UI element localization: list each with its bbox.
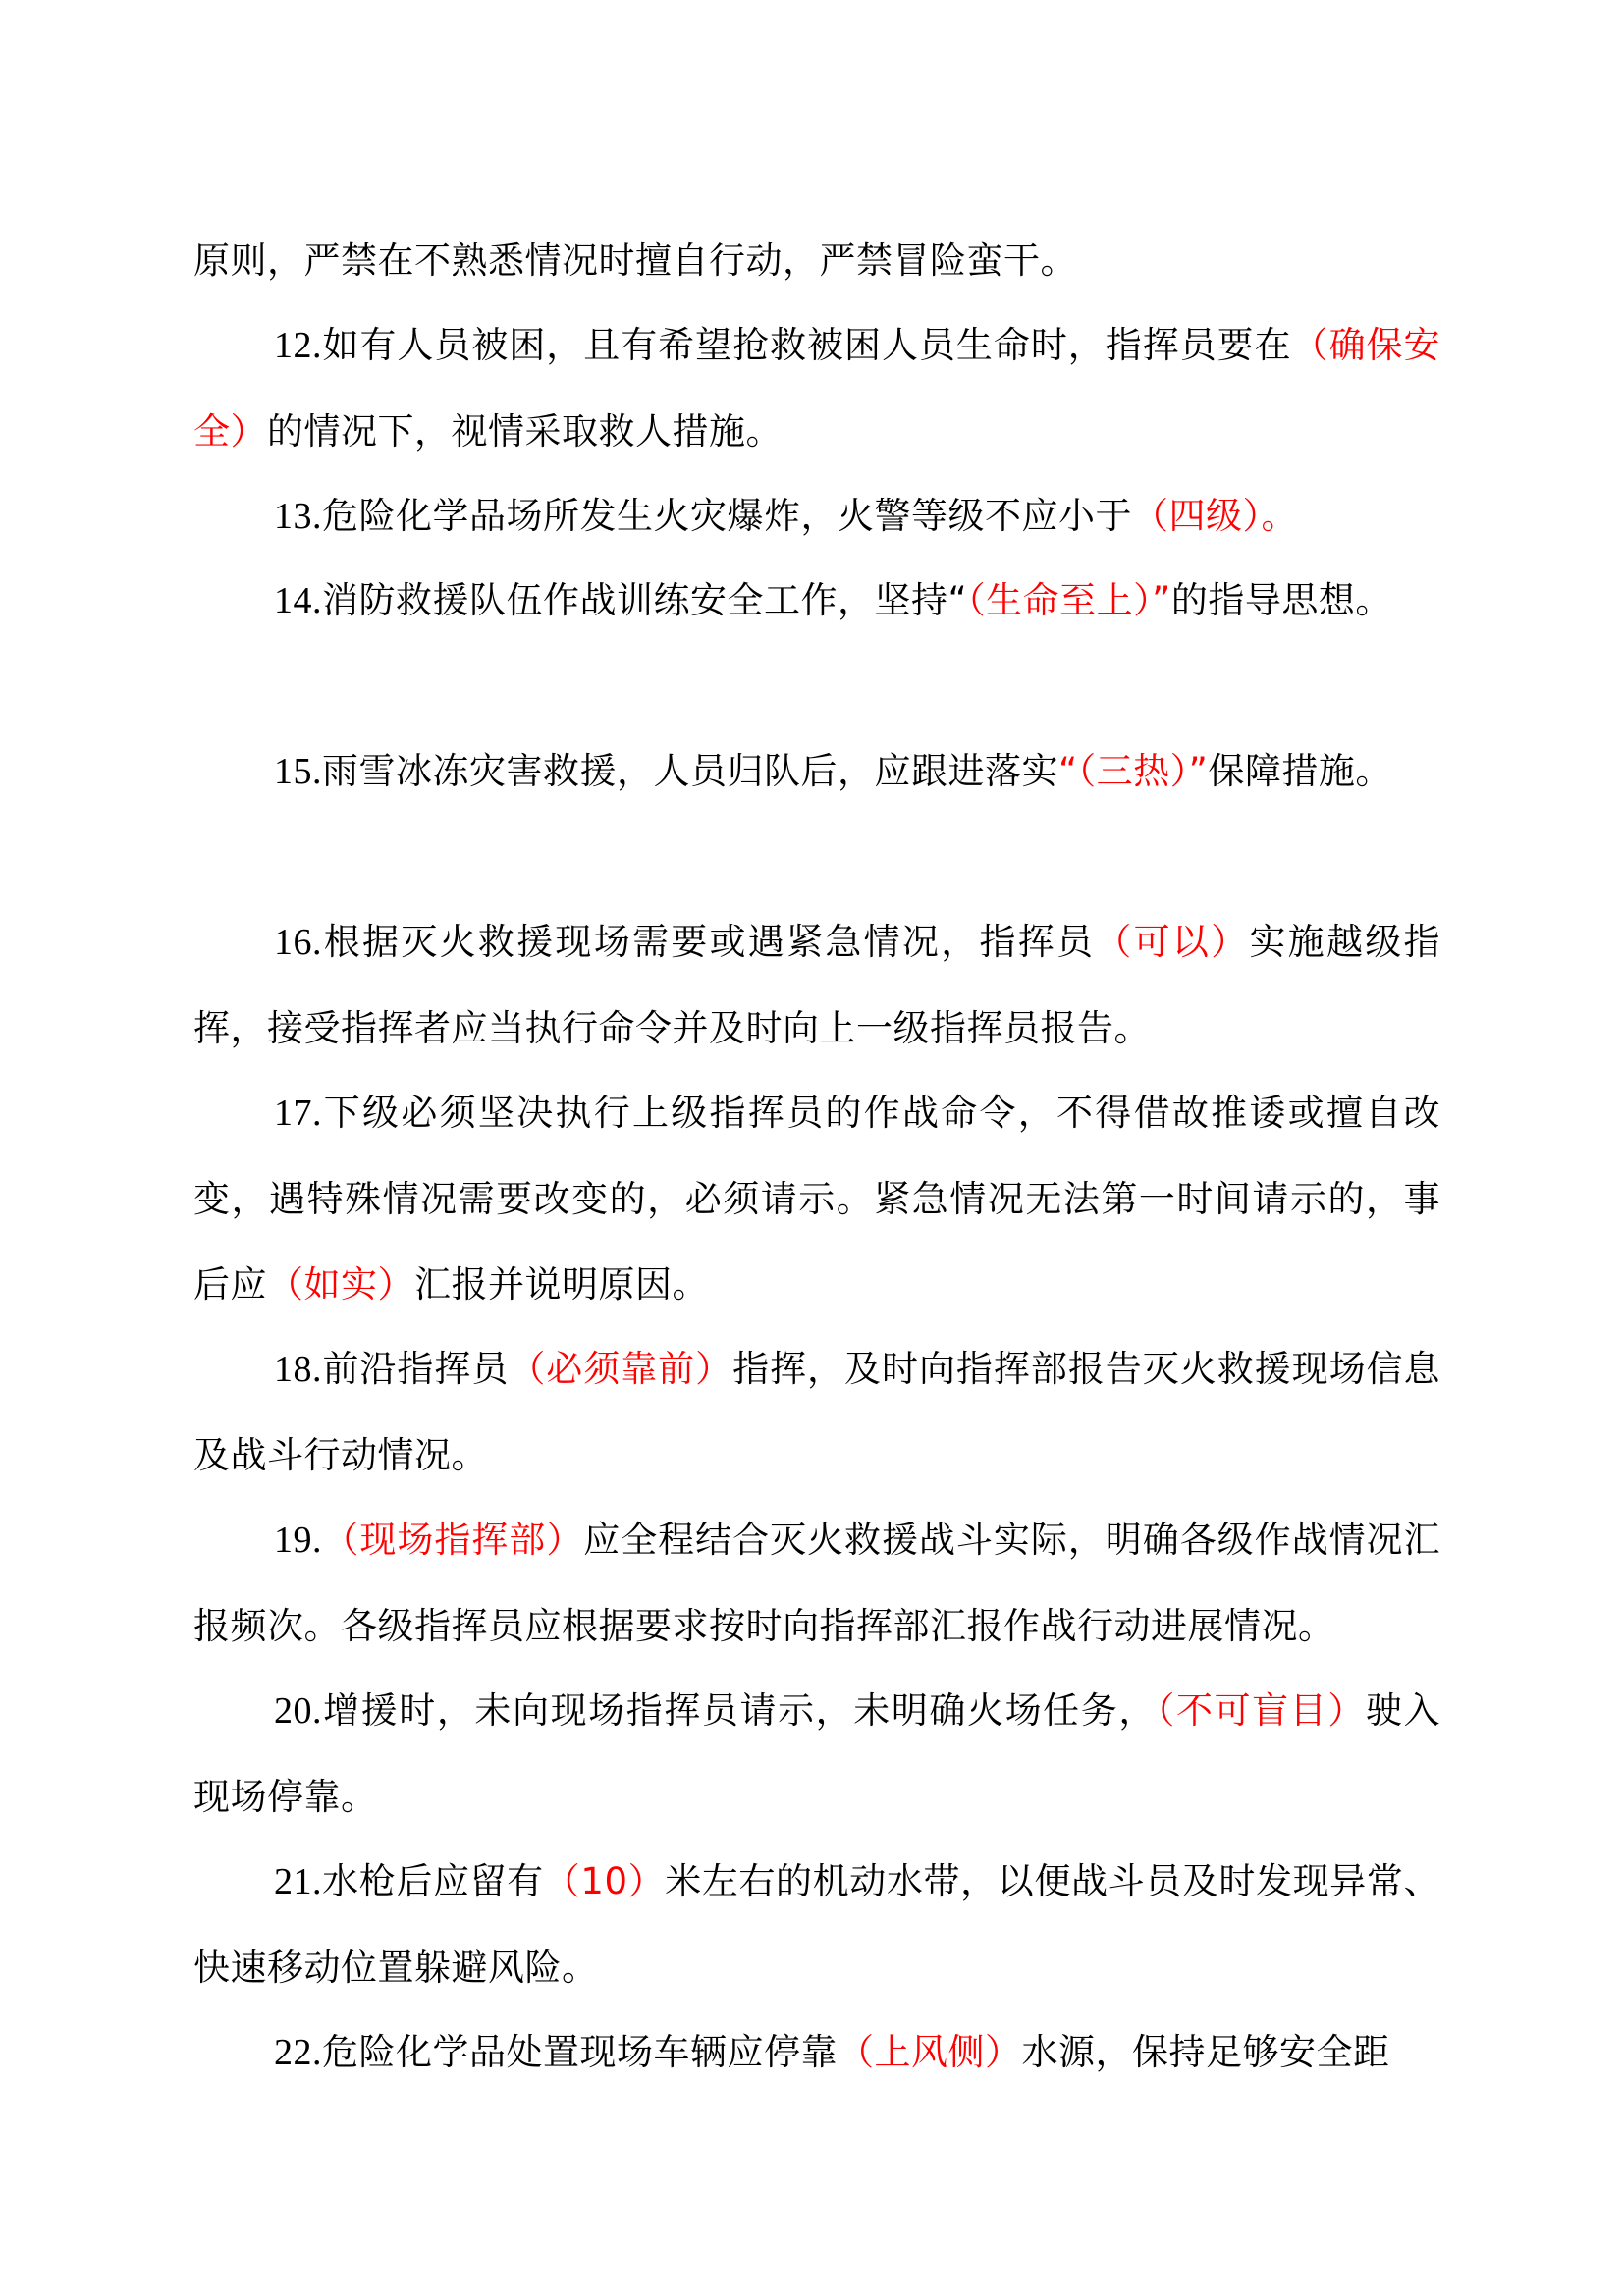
item-19 — [193, 1497, 1440, 1669]
item-number: 16. — [274, 922, 322, 963]
item-text-after: 的情况下，视情采取救人措施。 — [267, 410, 783, 453]
paragraph-text: 原则，严禁在不熟悉情况时擅自行动，严禁冒险蛮干。 — [193, 240, 1077, 282]
item-text-after: 的指导思想。 — [1170, 579, 1392, 621]
item-text-after: 驶入现场停靠。 — [193, 1689, 1441, 1818]
item-13 — [193, 473, 1440, 560]
item-text-after: 汇报并说明原因。 — [414, 1263, 709, 1306]
item-number: 22. — [274, 2032, 322, 2073]
item-17 — [193, 1070, 1440, 1327]
item-text-after: 米左右的机动水带，以便战斗员及时发现异常、快速移动位置躲避风险。 — [193, 1860, 1440, 1989]
item-15 — [193, 728, 1440, 815]
item-text-before: 雨雪冰冻灾害救援，人员归队后，应跟进落实 — [322, 750, 1058, 792]
answer-highlight: （可以） — [1095, 921, 1250, 963]
item-text-before: 如有人员被困，且有希望抢救被困人员生命时，指挥员要在 — [322, 324, 1292, 366]
item-text-after: 指挥，及时向指挥部报告灭火救援现场信息及战斗行动情况。 — [193, 1348, 1441, 1476]
answer-highlight: （必须靠前） — [509, 1348, 733, 1390]
answer-highlight: （10） — [543, 1860, 666, 1902]
item-text-after: 保障措施。 — [1208, 750, 1392, 792]
answer-highlight: （不可盲目） — [1156, 1689, 1366, 1732]
item-text-before: 前沿指挥员 — [322, 1348, 510, 1390]
item-number: 20. — [274, 1690, 322, 1732]
item-20 — [193, 1668, 1440, 1840]
item-22 — [193, 2009, 1440, 2096]
item-number: 13. — [274, 496, 322, 537]
answer-highlight: （四级）。 — [1132, 495, 1298, 537]
item-text-before: 下级必须坚决执行上级指挥员的作战命令，不得借故推诿或擅自改变，遇特殊情况需要改变的，必须请示。紧急情况无法第一时间请示的，事后应 — [193, 1092, 1440, 1306]
item-text-after: 应全程结合灭火救援战斗实际，明确各级作战情况汇报频次。各级指挥员应根据要求按时向指挥部汇报作战行动进展情况。 — [193, 1519, 1440, 1647]
item-number: 18. — [274, 1349, 322, 1390]
answer-highlight: （如实） — [267, 1263, 414, 1306]
answer-highlight: （确保安全） — [193, 324, 1441, 453]
answer-highlight: （上风侧） — [838, 2031, 1022, 2073]
item-12 — [193, 302, 1440, 474]
answer-highlight: （生命至上）” — [967, 579, 1171, 621]
item-number: 19. — [274, 1520, 322, 1561]
item-text-before: 危险化学品场所发生火灾爆炸，火警等级不应小于 — [322, 495, 1132, 537]
item-text-before: 根据灭火救援现场需要或遇紧急情况，指挥员 — [322, 921, 1096, 963]
item-14 — [193, 558, 1440, 644]
item-text-before: 水枪后应留有 — [322, 1860, 544, 1902]
item-21 — [193, 1839, 1440, 2010]
item-number: 15. — [274, 751, 322, 792]
item-text-after: 实施越级指挥，接受指挥者应当执行命令并及时向上一级指挥员报告。 — [193, 921, 1441, 1049]
item-text-after: 水源，保持足够安全距 — [1021, 2031, 1390, 2073]
paragraph-11-continued — [193, 218, 1440, 303]
item-number: 17. — [274, 1093, 322, 1134]
answer-highlight: （现场指挥部） — [322, 1519, 584, 1561]
item-number: 12. — [274, 325, 322, 366]
item-number: 14. — [274, 580, 322, 621]
item-18 — [193, 1326, 1440, 1498]
item-text-before: 增援时，未向现场指挥员请示，未明确火场任务， — [322, 1689, 1157, 1732]
item-16 — [193, 899, 1440, 1071]
item-text-before: 消防救援队伍作战训练安全工作，坚持“ — [322, 579, 968, 621]
item-text-before: 危险化学品处置现场车辆应停靠 — [322, 2031, 838, 2073]
item-number: 21. — [274, 1861, 322, 1902]
answer-highlight: “（三热）” — [1058, 750, 1209, 792]
